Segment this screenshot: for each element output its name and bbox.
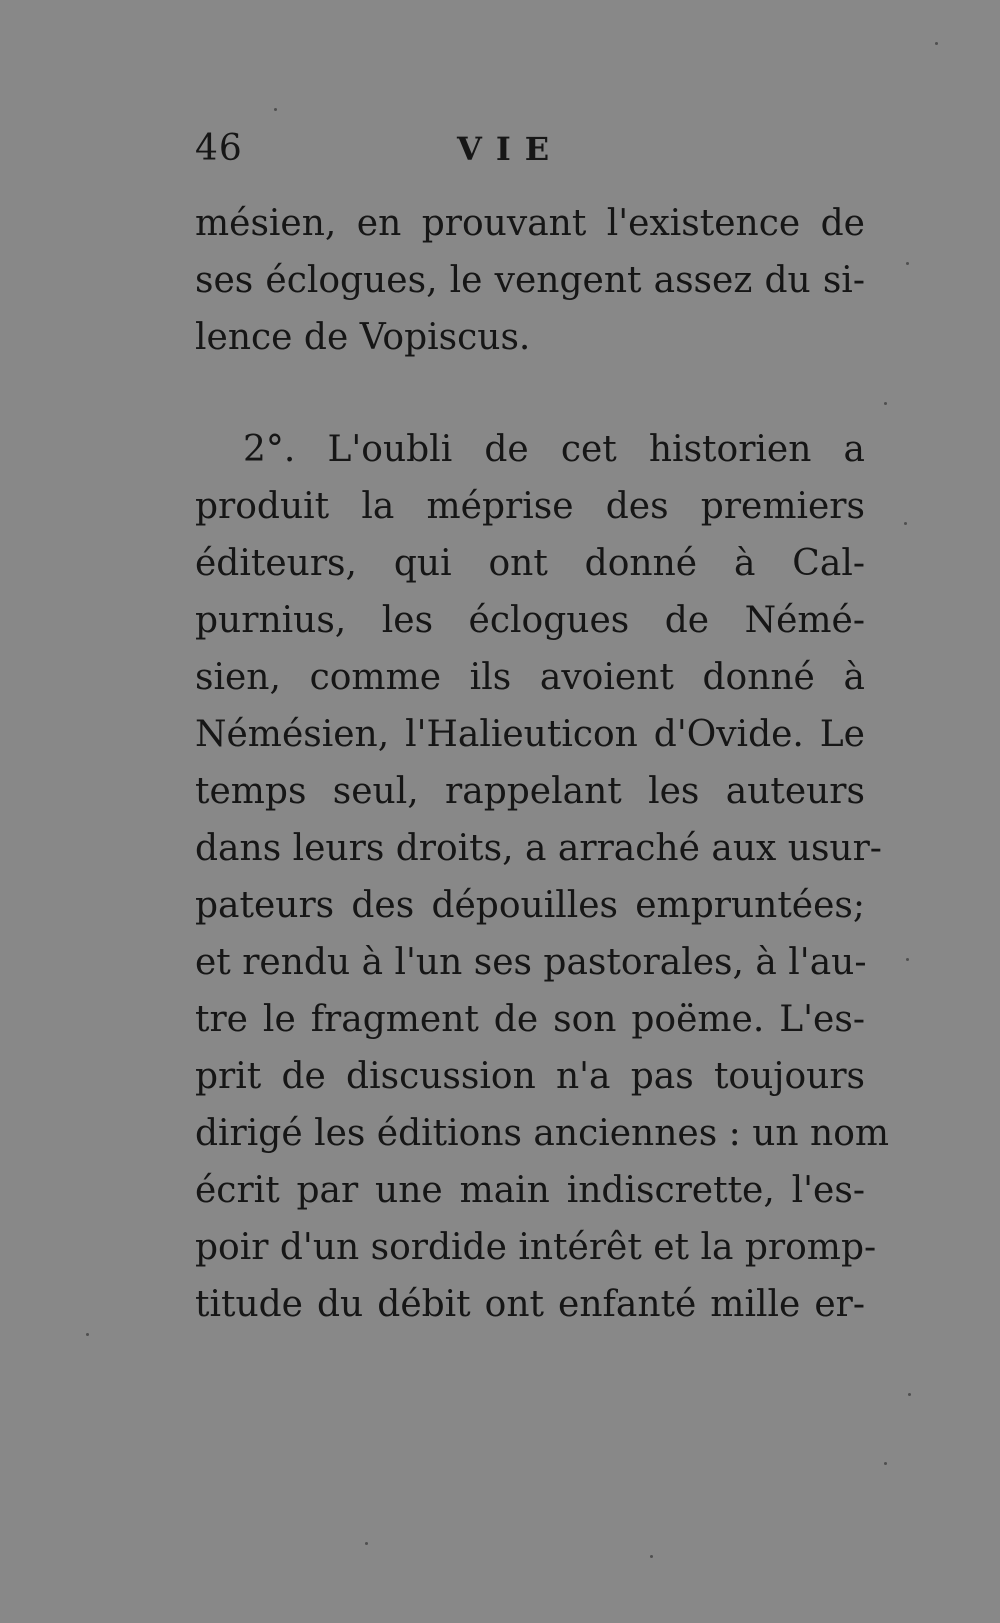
paragraph-2 [195,421,890,1333]
text-line: purnius, les éclogues de Némé- [195,600,865,641]
text-line: dans leurs droits, a arraché aux usur- [195,828,882,869]
text-line: dirigé les éditions anciennes : un nom [195,1113,890,1154]
paragraph-gap [195,366,865,421]
paragraph-1 [195,195,865,366]
scan-speck [884,1462,887,1465]
text-line: écrit par une main indiscrette, l'es- [195,1170,865,1211]
text-line: éditeurs, qui ont donné à Cal- [195,543,865,584]
scan-speck [906,958,909,961]
text-line: prit de discussion n'a pas toujours [195,1056,865,1097]
text-line: poir d'un sordide intérêt et la promp- [195,1227,877,1268]
scan-speck [274,108,277,111]
text-line: ses éclogues, le vengent assez du si- [195,260,865,301]
text-line: pateurs des dépouilles empruntées; [195,885,865,926]
scan-speck [906,262,909,265]
page-number: 46 [195,128,243,169]
text-line: Némésien, l'Halieuticon d'Ovide. Le [195,714,865,755]
scan-speck [908,1393,911,1396]
text-line: lence de Vopiscus. [195,317,531,358]
scan-speck [935,42,938,45]
text-line: 2°. L'oubli de cet historien a [243,429,865,470]
text-line: titude du débit ont enfanté mille er- [195,1284,865,1325]
scan-speck [884,402,887,405]
scan-speck [86,1333,89,1336]
scan-speck [365,1542,368,1545]
text-line: sien, comme ils avoient donné à [195,657,865,698]
running-title: VIE [457,130,564,168]
text-line: produit la méprise des premiers [195,486,865,527]
body-text [195,195,890,1333]
text-line: temps seul, rappelant les auteurs [195,771,865,812]
scan-speck [650,1555,653,1558]
text-line: tre le fragment de son poëme. L'es- [195,999,865,1040]
text-line: mésien, en prouvant l'existence de [195,203,865,244]
scan-speck [904,522,907,525]
text-line: et rendu à l'un ses pastorales, à l'au- [195,942,867,983]
running-head [195,128,835,178]
